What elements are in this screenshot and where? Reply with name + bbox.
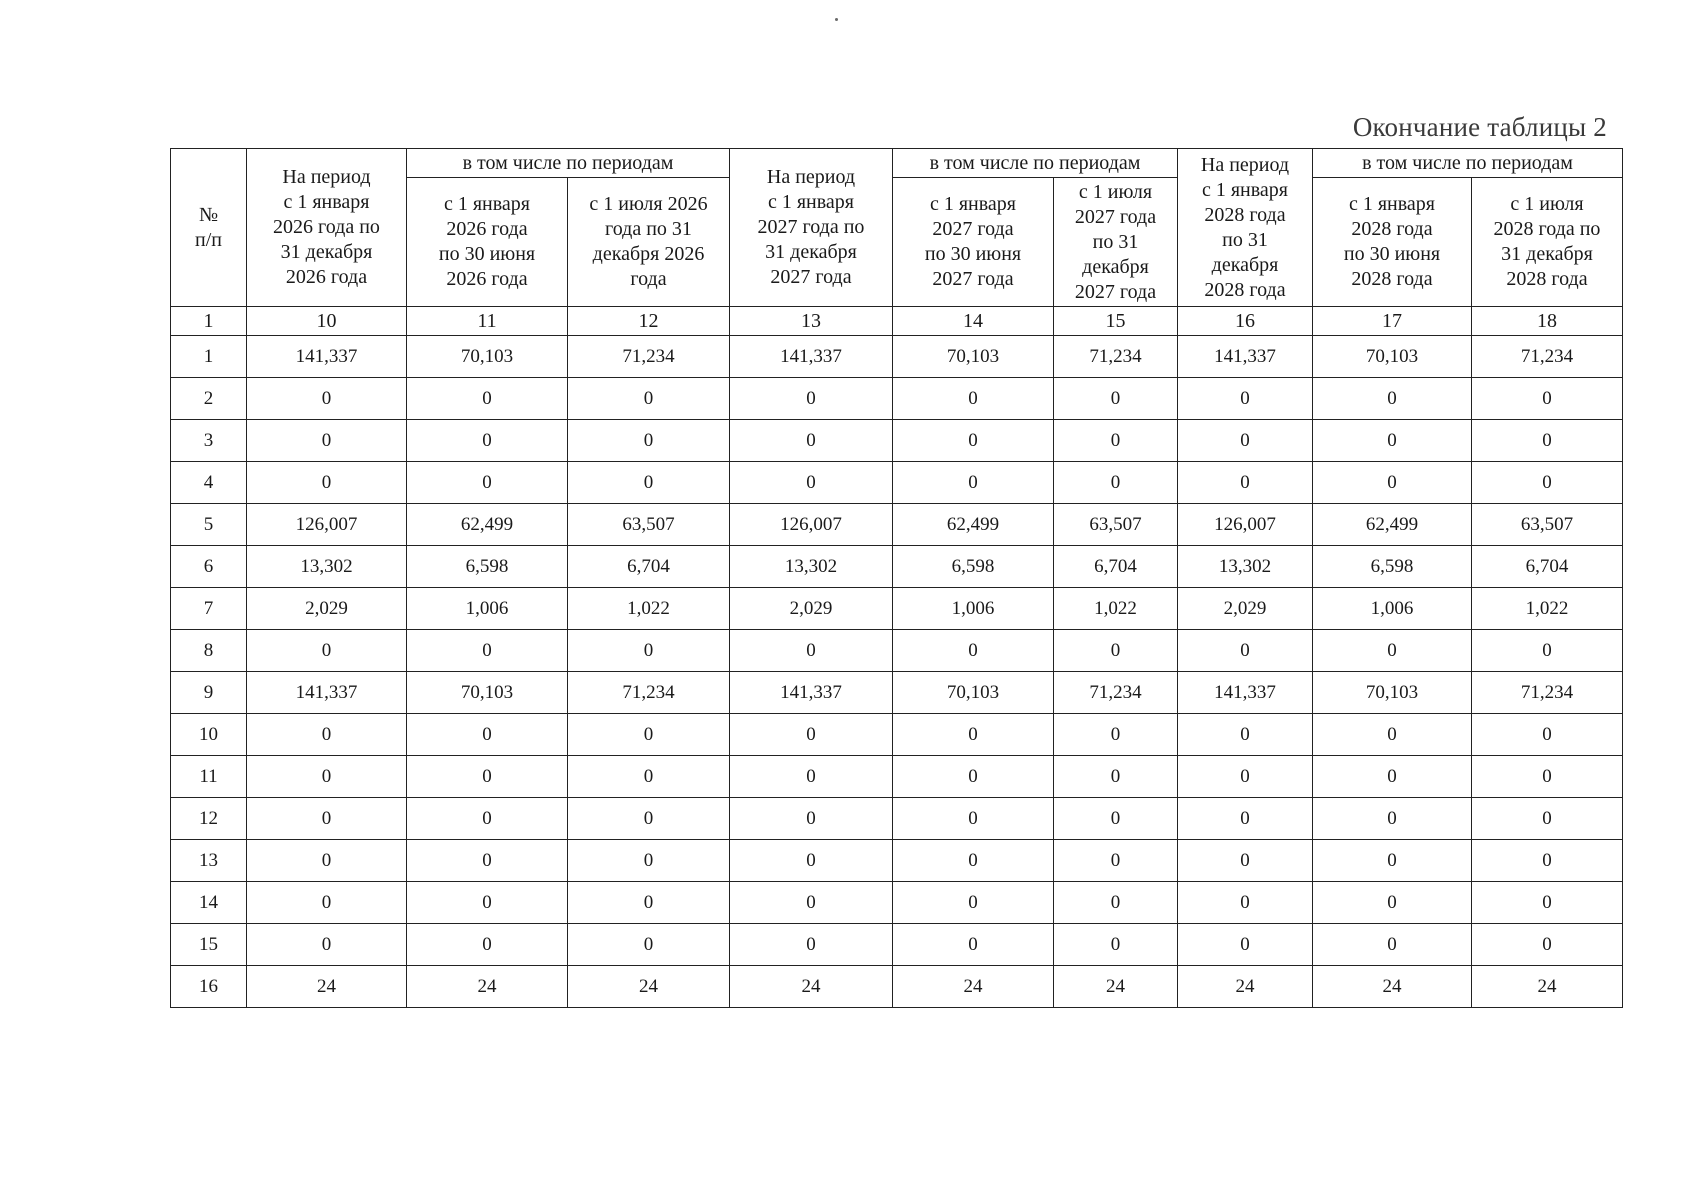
table-cell: 0 (407, 420, 568, 462)
table-row (171, 546, 1623, 588)
table-cell: 126,007 (730, 504, 893, 546)
table-header (171, 149, 1623, 307)
table-cell: 0 (1472, 882, 1623, 924)
table-cell: 70,103 (893, 336, 1054, 378)
table-cell: 0 (1054, 420, 1178, 462)
table-cell: 141,337 (247, 672, 407, 714)
table-cell: 24 (730, 966, 893, 1008)
table-cell: 70,103 (1313, 336, 1472, 378)
table-cell: 0 (730, 630, 893, 672)
table-cell: 0 (407, 756, 568, 798)
table-row (171, 336, 1623, 378)
row-number-cell: 1 (171, 336, 247, 378)
table-cell: 0 (1472, 378, 1623, 420)
table-cell: 13,302 (730, 546, 893, 588)
table-row (171, 630, 1623, 672)
table-cell: 6,704 (1472, 546, 1623, 588)
column-index-cell: 14 (893, 307, 1054, 336)
table-cell: 0 (407, 630, 568, 672)
table-cell: 0 (1178, 714, 1313, 756)
table-cell: 0 (1178, 462, 1313, 504)
table-cell: 0 (1054, 462, 1178, 504)
table-cell: 0 (1313, 924, 1472, 966)
table-cell: 1,006 (407, 588, 568, 630)
table-row (171, 672, 1623, 714)
table-cell: 0 (1313, 714, 1472, 756)
table-cell: 0 (568, 378, 730, 420)
header-2026-group: в том числе по периодам (407, 149, 730, 178)
row-number-cell: 12 (171, 798, 247, 840)
table-cell: 0 (407, 882, 568, 924)
table-cell: 1,022 (1472, 588, 1623, 630)
table-cell: 0 (1178, 798, 1313, 840)
table-cell: 24 (1313, 966, 1472, 1008)
row-number-cell: 7 (171, 588, 247, 630)
table-cell: 0 (568, 756, 730, 798)
header-row-number: № п/п (171, 149, 247, 307)
table-cell: 6,704 (568, 546, 730, 588)
header-2028-h2: с 1 июля 2028 года по 31 декабря 2028 года (1472, 178, 1623, 307)
column-index-cell: 13 (730, 307, 893, 336)
table-cell: 0 (247, 756, 407, 798)
table-cell: 0 (1472, 630, 1623, 672)
header-2028-h1: с 1 января 2028 года по 30 июня 2028 года (1313, 178, 1472, 307)
table-cell: 0 (247, 462, 407, 504)
table-cell: 13,302 (247, 546, 407, 588)
row-number-cell: 11 (171, 756, 247, 798)
table-cell: 0 (893, 630, 1054, 672)
table-cell: 141,337 (1178, 336, 1313, 378)
table-cell: 70,103 (1313, 672, 1472, 714)
table-cell: 0 (1054, 630, 1178, 672)
table-cell: 0 (1313, 882, 1472, 924)
table-cell: 0 (1313, 630, 1472, 672)
header-2026-h2: с 1 июля 2026 года по 31 декабря 2026 года (568, 178, 730, 307)
table-cell: 1,022 (1054, 588, 1178, 630)
row-number-cell: 3 (171, 420, 247, 462)
table-cell: 71,234 (1054, 336, 1178, 378)
table-cell: 24 (1054, 966, 1178, 1008)
table-cell: 0 (568, 714, 730, 756)
data-table (170, 148, 1623, 1008)
table-cell: 0 (893, 840, 1054, 882)
table-cell: 0 (568, 462, 730, 504)
table-cell: 63,507 (1472, 504, 1623, 546)
row-number-cell: 6 (171, 546, 247, 588)
table-cell: 63,507 (568, 504, 730, 546)
table-cell: 126,007 (247, 504, 407, 546)
table-cell: 0 (247, 840, 407, 882)
column-index-cell: 10 (247, 307, 407, 336)
table-cell: 0 (730, 840, 893, 882)
table-row (171, 882, 1623, 924)
table-cell: 70,103 (893, 672, 1054, 714)
header-2027-group: в том числе по периодам (893, 149, 1178, 178)
table-cell: 0 (247, 420, 407, 462)
header-2026-total: На период с 1 января 2026 года по 31 декабря 2026 года (247, 149, 407, 307)
header-2027-total: На период с 1 января 2027 года по 31 декабря 2027 года (730, 149, 893, 307)
table-cell: 71,234 (1472, 336, 1623, 378)
table-cell: 71,234 (568, 672, 730, 714)
table-cell: 24 (568, 966, 730, 1008)
table-cell: 0 (247, 924, 407, 966)
table-cell: 141,337 (1178, 672, 1313, 714)
table-row (171, 504, 1623, 546)
table-cell: 0 (730, 462, 893, 504)
table-row (171, 588, 1623, 630)
table-cell: 0 (1178, 840, 1313, 882)
table-cell: 6,704 (1054, 546, 1178, 588)
table-cell: 0 (1054, 840, 1178, 882)
table-cell: 70,103 (407, 672, 568, 714)
table-cell: 0 (893, 756, 1054, 798)
table-cell: 0 (1313, 420, 1472, 462)
column-index-cell: 1 (171, 307, 247, 336)
header-2028-total: На период с 1 января 2028 года по 31 декабря 2028 года (1178, 149, 1313, 307)
table-cell: 1,006 (893, 588, 1054, 630)
table-cell: 0 (1472, 840, 1623, 882)
table-cell: 0 (893, 462, 1054, 504)
table-cell: 0 (1054, 798, 1178, 840)
table-cell: 0 (1178, 756, 1313, 798)
table-cell: 62,499 (1313, 504, 1472, 546)
table-cell: 0 (568, 630, 730, 672)
table-cell: 1,022 (568, 588, 730, 630)
table-cell: 0 (407, 798, 568, 840)
table-row (171, 966, 1623, 1008)
table-cell: 0 (893, 882, 1054, 924)
table-cell: 0 (730, 882, 893, 924)
table-row (171, 798, 1623, 840)
table-cell: 0 (407, 378, 568, 420)
row-number-cell: 14 (171, 882, 247, 924)
table-cell: 0 (1472, 924, 1623, 966)
header-2026-h1: с 1 января 2026 года по 30 июня 2026 года (407, 178, 568, 307)
header-2027-h2: с 1 июля 2027 года по 31 декабря 2027 года (1054, 178, 1178, 307)
table-row (171, 378, 1623, 420)
table-cell: 0 (568, 882, 730, 924)
table-cell: 0 (1054, 756, 1178, 798)
table-caption: Окончание таблицы 2 (1352, 112, 1607, 142)
table-cell: 0 (247, 714, 407, 756)
table-cell: 6,598 (1313, 546, 1472, 588)
table-cell: 0 (1472, 462, 1623, 504)
table-cell: 63,507 (1054, 504, 1178, 546)
table-cell: 0 (730, 378, 893, 420)
table-cell: 24 (893, 966, 1054, 1008)
table-cell: 0 (568, 924, 730, 966)
table-cell: 0 (1313, 840, 1472, 882)
table-cell: 0 (893, 798, 1054, 840)
table-cell: 0 (1178, 924, 1313, 966)
column-index-row (171, 307, 1623, 336)
table-cell: 141,337 (730, 336, 893, 378)
row-number-cell: 16 (171, 966, 247, 1008)
table-cell: 0 (893, 714, 1054, 756)
column-index-cell: 18 (1472, 307, 1623, 336)
table-cell: 0 (1054, 378, 1178, 420)
table-cell: 0 (568, 420, 730, 462)
table-cell: 141,337 (247, 336, 407, 378)
header-row-top (171, 149, 1623, 178)
table-cell: 0 (407, 462, 568, 504)
table-cell: 0 (568, 798, 730, 840)
header-2027-h1: с 1 января 2027 года по 30 июня 2027 года (893, 178, 1054, 307)
table-cell: 0 (247, 882, 407, 924)
header-2028-group: в том числе по периодам (1313, 149, 1623, 178)
table-cell: 0 (1178, 630, 1313, 672)
table-cell: 13,302 (1178, 546, 1313, 588)
table-cell: 0 (568, 840, 730, 882)
table-cell: 71,234 (1472, 672, 1623, 714)
table-cell: 24 (247, 966, 407, 1008)
table-cell: 0 (1178, 378, 1313, 420)
table-row (171, 840, 1623, 882)
table-cell: 24 (1472, 966, 1623, 1008)
table-cell: 141,337 (730, 672, 893, 714)
row-number-cell: 5 (171, 504, 247, 546)
table-cell: 0 (247, 630, 407, 672)
table-cell: 24 (407, 966, 568, 1008)
table-body (171, 307, 1623, 1008)
table-cell: 0 (730, 756, 893, 798)
table-cell: 0 (1178, 420, 1313, 462)
table-cell: 0 (1178, 882, 1313, 924)
column-index-cell: 15 (1054, 307, 1178, 336)
table-cell: 70,103 (407, 336, 568, 378)
table-cell: 24 (1178, 966, 1313, 1008)
row-number-cell: 13 (171, 840, 247, 882)
row-number-cell: 10 (171, 714, 247, 756)
table-cell: 0 (1313, 798, 1472, 840)
table-cell: 0 (730, 714, 893, 756)
table-row (171, 924, 1623, 966)
table-cell: 2,029 (1178, 588, 1313, 630)
table-cell: 0 (247, 378, 407, 420)
table-cell: 0 (730, 798, 893, 840)
table-cell: 0 (1472, 798, 1623, 840)
table-row (171, 714, 1623, 756)
table-cell: 0 (893, 420, 1054, 462)
table-cell: 6,598 (407, 546, 568, 588)
table-cell: 0 (247, 798, 407, 840)
column-index-cell: 12 (568, 307, 730, 336)
table-cell: 0 (1054, 924, 1178, 966)
table-cell: 0 (407, 714, 568, 756)
table-row (171, 462, 1623, 504)
row-number-cell: 2 (171, 378, 247, 420)
row-number-cell: 4 (171, 462, 247, 504)
table-cell: 0 (893, 378, 1054, 420)
table-row (171, 756, 1623, 798)
table-cell: 6,598 (893, 546, 1054, 588)
row-number-cell: 9 (171, 672, 247, 714)
table-cell: 71,234 (568, 336, 730, 378)
table-cell: 0 (893, 924, 1054, 966)
row-number-cell: 15 (171, 924, 247, 966)
table-cell: 1,006 (1313, 588, 1472, 630)
table-cell: 0 (1054, 714, 1178, 756)
table-cell: 126,007 (1178, 504, 1313, 546)
table-cell: 0 (407, 924, 568, 966)
table-cell: 0 (730, 924, 893, 966)
table-cell: 0 (1313, 462, 1472, 504)
table-cell: 0 (1313, 378, 1472, 420)
column-index-cell: 11 (407, 307, 568, 336)
table-cell: 0 (1472, 756, 1623, 798)
table-cell: 0 (1054, 882, 1178, 924)
table-cell: 2,029 (247, 588, 407, 630)
table-cell: 71,234 (1054, 672, 1178, 714)
row-number-cell: 8 (171, 630, 247, 672)
table-cell: 0 (1472, 420, 1623, 462)
column-index-cell: 17 (1313, 307, 1472, 336)
table-cell: 0 (1313, 756, 1472, 798)
table-cell: 62,499 (407, 504, 568, 546)
table-row (171, 420, 1623, 462)
table-cell: 0 (730, 420, 893, 462)
table-cell: 0 (1472, 714, 1623, 756)
table-cell: 2,029 (730, 588, 893, 630)
scan-speck (835, 18, 838, 21)
table-cell: 0 (407, 840, 568, 882)
column-index-cell: 16 (1178, 307, 1313, 336)
table-cell: 62,499 (893, 504, 1054, 546)
